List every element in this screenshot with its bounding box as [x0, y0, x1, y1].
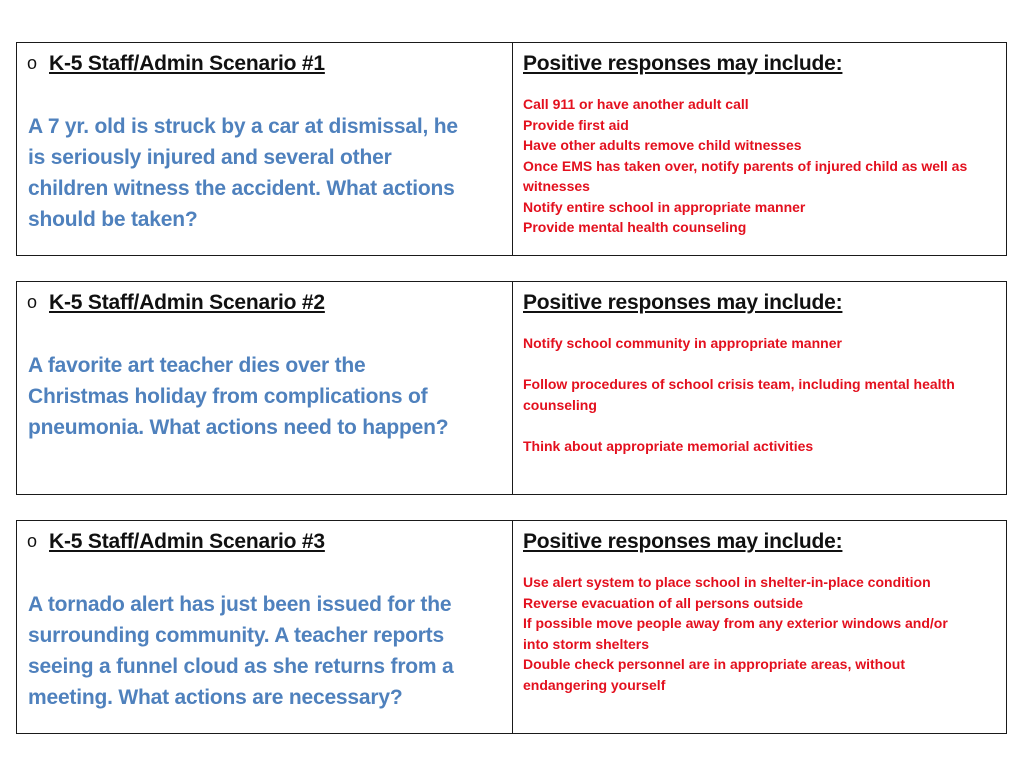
question-line: surrounding community. A teacher reports: [28, 624, 444, 647]
response-item: Think about appropriate memorial activities: [523, 437, 814, 454]
response-item-continued: witnesses: [523, 178, 590, 194]
scenario-question: [28, 350, 498, 443]
bullet-icon: o: [27, 52, 38, 73]
scenario-cell: [17, 43, 513, 256]
response-item: Have other adults remove child witnesses: [523, 137, 802, 153]
responses-cell: [513, 521, 1007, 734]
response-item: Once EMS has taken over, notify parents of injured child as well as: [523, 157, 968, 174]
scenario-table-2: [16, 281, 1007, 495]
response-item: Provide first aid: [523, 116, 629, 133]
responses-heading: Positive responses may include:: [523, 291, 843, 314]
scenario-question: [28, 589, 498, 713]
question-line: pneumonia. What actions need to happen?: [28, 416, 449, 439]
response-item: Notify entire school in appropriate manner: [523, 198, 806, 215]
scenario-cell: [17, 521, 513, 734]
question-line: meeting. What actions are necessary?: [28, 686, 403, 709]
bullet-icon: o: [27, 530, 38, 551]
scenario-heading: K-5 Staff/Admin Scenario #1: [49, 52, 325, 75]
question-line: Christmas holiday from complications of: [28, 385, 428, 408]
question-line: seeing a funnel cloud as she returns from a: [28, 655, 454, 678]
scenario-heading-row: [27, 530, 512, 554]
response-item-continued: counseling: [523, 396, 597, 413]
scenario-heading-row: [27, 291, 512, 315]
scenario-table-1: [16, 42, 1007, 256]
question-line: A favorite art teacher dies over the: [28, 354, 366, 377]
question-line: children witness the accident. What actions: [28, 177, 455, 200]
scenario-heading-row: [27, 52, 512, 76]
scenario-heading: K-5 Staff/Admin Scenario #3: [49, 530, 325, 553]
scenario-table-3: [16, 520, 1007, 734]
responses-heading: Positive responses may include:: [523, 530, 843, 553]
response-item: Notify school community in appropriate manner: [523, 335, 842, 351]
question-line: should be taken?: [28, 208, 198, 231]
response-item: Provide mental health counseling: [523, 219, 747, 235]
response-spacer: [523, 415, 996, 436]
response-spacer: [523, 354, 996, 375]
responses-cell: [513, 43, 1007, 256]
response-item: If possible move people away from any exterior windows and/or: [523, 615, 948, 631]
response-item: Use alert system to place school in shelter-in-place condition: [523, 574, 931, 590]
scenario-cell: [17, 282, 513, 495]
response-item: Double check personnel are in appropriate areas, without: [523, 656, 905, 672]
response-item-continued: into storm shelters: [523, 635, 650, 652]
response-item-continued: endangering yourself: [523, 676, 666, 693]
response-item: Call 911 or have another adult call: [523, 96, 749, 112]
bullet-icon: o: [27, 291, 38, 312]
scenario-question: [28, 111, 498, 235]
response-item: Reverse evacuation of all persons outside: [523, 594, 804, 611]
responses-heading: Positive responses may include:: [523, 52, 843, 75]
response-item: Follow procedures of school crisis team, including mental health: [523, 376, 955, 392]
question-line: A 7 yr. old is struck by a car at dismissal, he: [28, 115, 458, 138]
responses-list: [523, 94, 996, 238]
question-line: A tornado alert has just been issued for the: [28, 593, 452, 616]
responses-list: [523, 572, 996, 695]
responses-cell: [513, 282, 1007, 495]
scenario-heading: K-5 Staff/Admin Scenario #2: [49, 291, 325, 314]
responses-list: [523, 333, 996, 456]
question-line: is seriously injured and several other: [28, 146, 392, 169]
